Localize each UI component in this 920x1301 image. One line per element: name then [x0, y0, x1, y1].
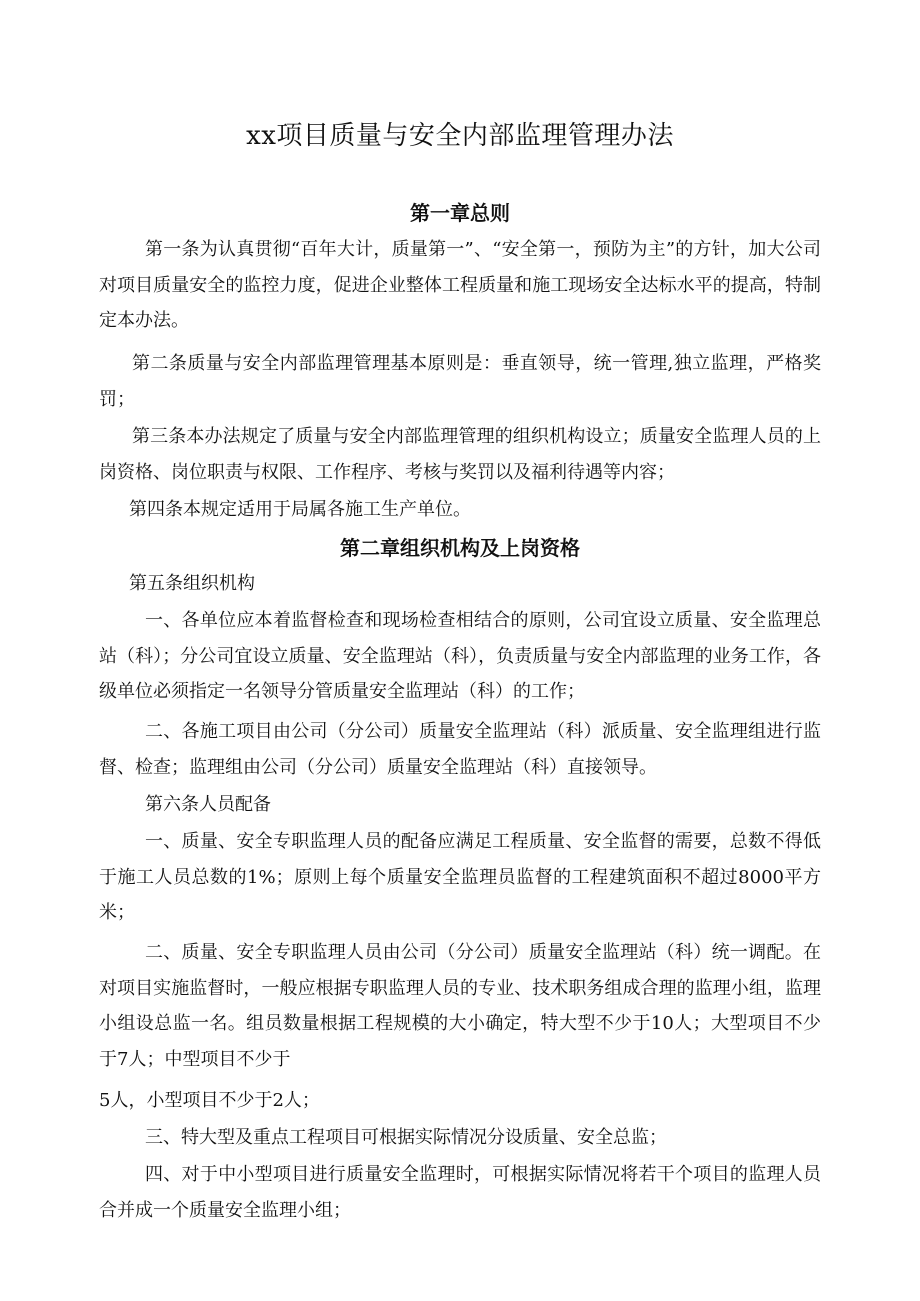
article-5-item-2: 二、各施工项目由公司（分公司）质量安全监理站（科）派质量、安全监理组进行监督、检查；监理组由公司（分公司）质量安全监理站（科）直接领导。 — [99, 721, 821, 778]
chapter-1-heading: 第一章总则 — [410, 201, 510, 225]
article-6-item-2-part-2: 5人，小型项目不少于2人； — [99, 1090, 320, 1111]
article-4: 第四条本规定适用于局属各施工生产单位。 — [129, 499, 471, 520]
article-1: 第一条为认真贯彻“百年大计，质量第一”、“安全第一，预防为主”的方针，加大公司对项目质量安全的监控力度，促进企业整体工程质量和施工现场安全达标水平的提高，特制定本办法。 — [99, 239, 821, 331]
document-title: xx项目质量与安全内部监理管理办法 — [246, 121, 674, 151]
article-6-title: 第六条人员配备 — [145, 794, 271, 815]
article-6-item-3: 三、特大型及重点工程项目可根据实际情况分设质量、安全总监； — [145, 1127, 667, 1148]
article-3: 第三条本办法规定了质量与安全内部监理管理的组织机构设立；质量安全监理人员的上岗资格、岗位职责与权限、工作程序、考核与奖罚以及福利待遇等内容； — [99, 426, 821, 483]
article-6-item-1: 一、质量、安全专职监理人员的配备应满足工程质量、安全监督的需要，总数不得低于施工人员总数的1%；原则上每个质量安全监理员监督的工程建筑面积不超过8000平方米； — [99, 831, 821, 923]
article-6-item-4: 四、对于中小型项目进行质量安全监理时，可根据实际情况将若干个项目的监理人员合并成一个质量安全监理小组； — [99, 1164, 821, 1221]
article-5-item-1: 一、各单位应本着监督检查和现场检查相结合的原则，公司宜设立质量、安全监理总站（科）；分公司宜设立质量、安全监理站（科），负责质量与安全内部监理的业务工作，各级单位必须指定一名领导分管质量安全监理站（科）的工作； — [99, 610, 821, 702]
article-2: 第二条质量与安全内部监理管理基本原则是：垂直领导，统一管理,独立监理，严格奖罚； — [99, 353, 821, 410]
article-5-title: 第五条组织机构 — [129, 573, 255, 594]
chapter-2-heading: 第二章组织机构及上岗资格 — [340, 536, 580, 560]
article-6-item-2-part-1: 二、质量、安全专职监理人员由公司（分公司）质量安全监理站（科）统一调配。在对项目实施监督时，一般应根据专职监理人员的专业、技术职务组成合理的监理小组，监理小组设总监一名。组员数量根据工程规模的大小确定，特大型不少于10人；大型项目不少于7人；中型项目不少于 — [99, 942, 821, 1070]
